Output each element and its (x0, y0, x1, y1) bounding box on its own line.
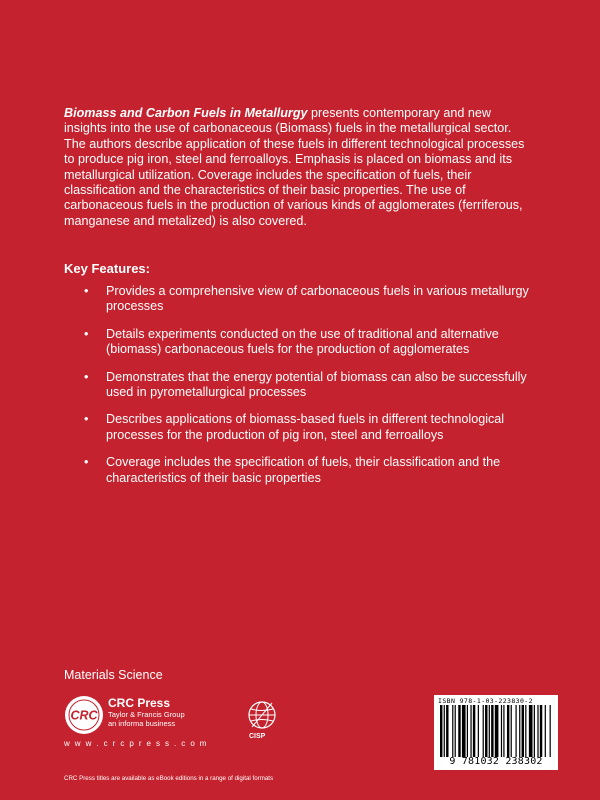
bullet-icon: • (84, 455, 89, 470)
key-features-list (84, 284, 534, 498)
barcode-bar (540, 705, 542, 757)
barcode-bar (462, 705, 466, 757)
feature-item (84, 327, 534, 358)
barcode-bar (529, 705, 533, 757)
barcode-bar (519, 705, 520, 757)
book-title-emphasis: Biomass and Carbon Fuels in Metallurgy (64, 106, 308, 120)
barcode-bar (446, 705, 448, 757)
barcode-bar (467, 705, 468, 757)
barcode-bar (495, 705, 499, 757)
barcode-bar (525, 705, 526, 757)
feature-item (84, 370, 534, 401)
feature-text: Describes applications of biomass-based fuels in different technological processes for the production of pig iron, steel and ferroalloys (106, 412, 505, 442)
barcode-bar (489, 705, 490, 757)
bullet-icon: • (84, 326, 89, 341)
barcode-bar (458, 705, 460, 757)
barcode-bar (545, 705, 546, 757)
barcode-bar (550, 705, 551, 757)
crc-press-logo-icon (64, 695, 104, 735)
barcode-bar (534, 705, 535, 757)
barcode-bar (537, 705, 538, 757)
bullet-icon: • (84, 412, 89, 427)
book-description (64, 106, 534, 229)
feature-text: Demonstrates that the energy potential of biomass can also be successfully used in pyrometallurgical processes (106, 369, 527, 400)
barcode-bar (455, 705, 456, 757)
barcode-bar (491, 705, 493, 757)
barcode-bar (511, 705, 512, 757)
feature-item (84, 455, 534, 486)
bullet-icon: • (84, 369, 89, 384)
publisher-info (108, 697, 185, 728)
barcode-bar (485, 705, 487, 757)
barcode-bar (473, 705, 475, 757)
publisher-url: w w w . c r c p r e s s . c o m (64, 739, 208, 748)
barcode-number: 9 781032 238302 (449, 756, 543, 767)
feature-text: Provides a comprehensive view of carbonaceous fuels in various metallurgy processes (106, 284, 529, 314)
cisp-label: CISP (249, 733, 266, 740)
bullet-icon: • (84, 284, 89, 298)
barcode-bar (507, 705, 509, 757)
publisher-name: CRC Press (108, 696, 171, 710)
feature-item (84, 412, 534, 443)
publisher-group: Taylor & Francis Group (108, 710, 185, 719)
isbn-label: ISBN 978-1-03-223830-2 (438, 697, 533, 705)
barcode-bar (515, 705, 516, 757)
subject-category: Materials Science (64, 668, 163, 682)
barcode-bar (470, 705, 471, 757)
barcode-bar (522, 705, 524, 757)
key-features-heading: Key Features: (64, 261, 150, 276)
barcode-bars-icon (438, 705, 554, 757)
ebook-note: CRC Press titles are available as eBook editions in a range of digital formats (64, 775, 274, 782)
feature-text: Coverage includes the specification of fuels, their classification and the characteristics of their basic properties (106, 455, 501, 485)
barcode-bar (478, 705, 479, 757)
barcode-bar (452, 705, 453, 757)
description-text: presents contemporary and new insights into the use of carbonaceous (Biomass) fuels in the metallurgical sector. The authors describe application of these fuels in different technological processes to produce pig iron, steel and ferroalloys. Emphasis is placed on biomass and its metallurgical utilization. Coverage includes the specification of fuels, their classification and the characteristics of their basic properties. The use of carbonaceous fuels in the production of various kinds of agglomerates (ferriferous, manganese and metalized) is also covered. (64, 106, 525, 228)
isbn-barcode (434, 695, 558, 770)
barcode-bar (440, 705, 442, 757)
publisher-business: an informa business (108, 719, 176, 728)
crc-logo-text: CRC (70, 708, 98, 723)
barcode-bar (483, 705, 484, 757)
feature-text: Details experiments conducted on the use of traditional and alternative (biomass) carbonaceous fuels for the production of agglomerates (106, 326, 499, 357)
barcode-bar (444, 705, 445, 757)
barcode-bar (501, 705, 502, 757)
feature-item (84, 284, 534, 315)
cisp-globe-icon (246, 699, 278, 731)
barcode-bar (503, 705, 504, 757)
